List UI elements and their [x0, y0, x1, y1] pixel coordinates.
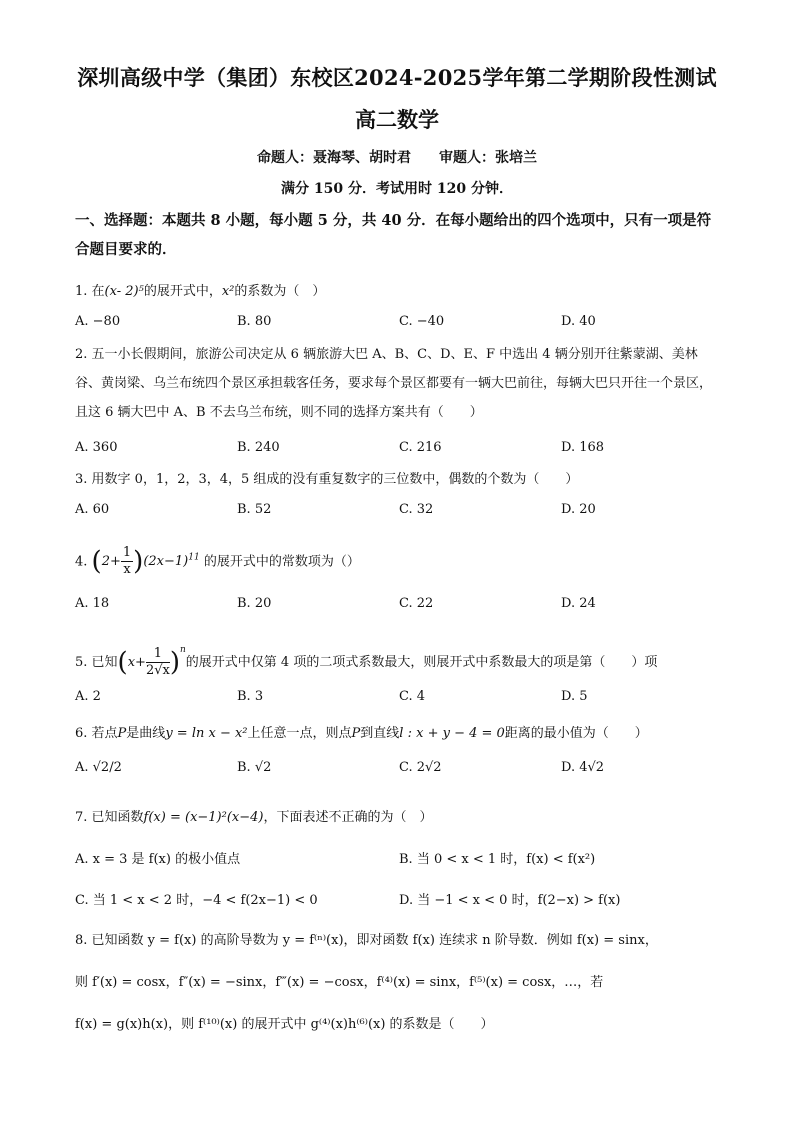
option-a[interactable]: A. 18 [75, 596, 110, 611]
question-7-function: f(x) = (x−1)²(x−4) [143, 810, 264, 825]
section-heading: 一、选择题：本题共 8 小题，每小题 5 分，共 40 分．在每小题给出的四个选项中，只有一项是符合题目要求的． [75, 212, 712, 258]
question-2-stem: 2. 五一小长假期间，旅游公司决定从 6 辆旅游大巴 A、B、C、D、E、F 中选出 4 辆分别开往紫蒙湖、美林谷、黄岗梁、乌兰布统四个景区承担载客任务，要求每个景区都要有一辆大巴前往，每辆大巴只开往一个景区，且这 6 辆大巴中 A、B 不去乌兰布统，则不同的选择方案共有（ ） [75, 347, 713, 420]
option-d[interactable]: D. 40 [561, 314, 596, 329]
exam-info: 满分 150 分．考试用时 120 分钟． [281, 181, 513, 197]
question-6-stem: 6. 若点P是曲线y = ln x − x²上任意一点，则点P到直线l : x + y − 4 = 0距离的最小值为（ ） [75, 726, 648, 741]
question-8-line-1: 8. 已知函数 y = f(x) 的高阶导数为 y = f⁽ⁿ⁾(x)，即对函数 f(x) 连续求 n 阶导数．例如 f(x) = sinx， [75, 933, 658, 948]
option-c[interactable]: C. −40 [399, 314, 445, 329]
option-d[interactable]: D. 当 −1 < x < 0 时，f(2−x) > f(x) [399, 893, 621, 908]
option-a[interactable]: A. 2 [75, 689, 101, 704]
question-7-options-row2 [75, 889, 720, 911]
option-c[interactable]: C. 4 [399, 689, 426, 704]
question-7-stem: 7. 已知函数f(x) = (x−1)²(x−4)，下面表述不正确的为（ ） [75, 810, 433, 825]
option-b[interactable]: B. 80 [237, 314, 272, 329]
question-3-stem: 3. 用数字 0，1，2，3，4，5 组成的没有重复数字的三位数中，偶数的个数为（ ） [75, 472, 579, 487]
exam-subtitle: 高二数学 [355, 107, 439, 132]
option-c[interactable]: C. 22 [399, 596, 434, 611]
question-8-line-2: 则 f′(x) = cosx，f″(x) = −sinx，f‴(x) = −cosx，f⁽⁴⁾(x) = sinx，f⁽⁵⁾(x) = cosx，…，若 [75, 975, 604, 990]
option-a[interactable]: A. x = 3 是 f(x) 的极小值点 [75, 852, 241, 867]
question-4-expression: (2+ $\frac{1}{x}$ )$(2x-1)^{11}$ [91, 545, 200, 578]
option-b[interactable]: B. 当 0 < x < 1 时，f(x) < f(x²) [399, 852, 596, 867]
question-5-stem: 5. 已知(x+ $\frac{1}{2√x}$ )$^n$的展开式中仅第 4 项的二项式系数最大，则展开式中系数最大的项是第（ ）项 [75, 645, 658, 678]
question-6-curve: y = ln x − x² [165, 726, 248, 741]
option-c[interactable]: C. 当 1 < x < 2 时，−4 < f(2x−1) < 0 [75, 893, 318, 908]
option-d[interactable]: D. 20 [561, 502, 596, 517]
option-c[interactable]: C. 2√2 [399, 760, 442, 775]
question-5-expression: (x+ $\frac{1}{2√x}$ )$^n$ [117, 645, 186, 678]
option-c[interactable]: C. 32 [399, 502, 434, 517]
option-b[interactable]: B. √2 [237, 760, 272, 775]
option-a[interactable]: A. √2/2 [75, 760, 122, 775]
question-6-line: l : x + y − 4 = 0 [399, 726, 505, 741]
question-1-stem: 1. 在(x- 2)⁵的展开式中，x²的系数为（ ） [75, 284, 326, 299]
question-2-options [75, 440, 720, 462]
question-1-options [75, 314, 720, 336]
option-b[interactable]: B. 240 [237, 440, 280, 455]
option-b[interactable]: B. 52 [237, 502, 272, 517]
question-5-options [75, 689, 720, 711]
question-7-options-row1 [75, 848, 720, 870]
question-4-options [75, 596, 720, 618]
question-6-options [75, 760, 720, 790]
question-3-options [75, 502, 720, 524]
option-a[interactable]: A. 360 [75, 440, 118, 455]
exam-title: 深圳高级中学（集团）东校区2024-2025学年第二学期阶段性测试 [77, 65, 717, 90]
option-c[interactable]: C. 216 [399, 440, 442, 455]
question-1-term: x² [221, 284, 235, 299]
option-d[interactable]: D. 168 [561, 440, 605, 455]
exam-authors: 命题人：聂海琴、胡时君 审题人：张培兰 [257, 150, 537, 166]
option-b[interactable]: B. 20 [237, 596, 272, 611]
option-d[interactable]: D. 4√2 [561, 760, 605, 775]
option-b[interactable]: B. 3 [237, 689, 264, 704]
question-8-line-3: f(x) = g(x)h(x)，则 f⁽¹⁰⁾(x) 的展开式中 g⁽⁴⁾(x)h⁽⁶⁾(x) 的系数是（ ） [75, 1017, 494, 1032]
question-4-stem: 4. (2+ $\frac{1}{x}$ )$(2x-1)^{11}$ 的展开式中的常数项为（） [75, 545, 360, 578]
question-1-expression: (x- 2)⁵ [104, 284, 144, 299]
option-d[interactable]: D. 24 [561, 596, 596, 611]
option-d[interactable]: D. 5 [561, 689, 588, 704]
option-a[interactable]: A. 60 [75, 502, 110, 517]
option-a[interactable]: A. −80 [75, 314, 121, 329]
